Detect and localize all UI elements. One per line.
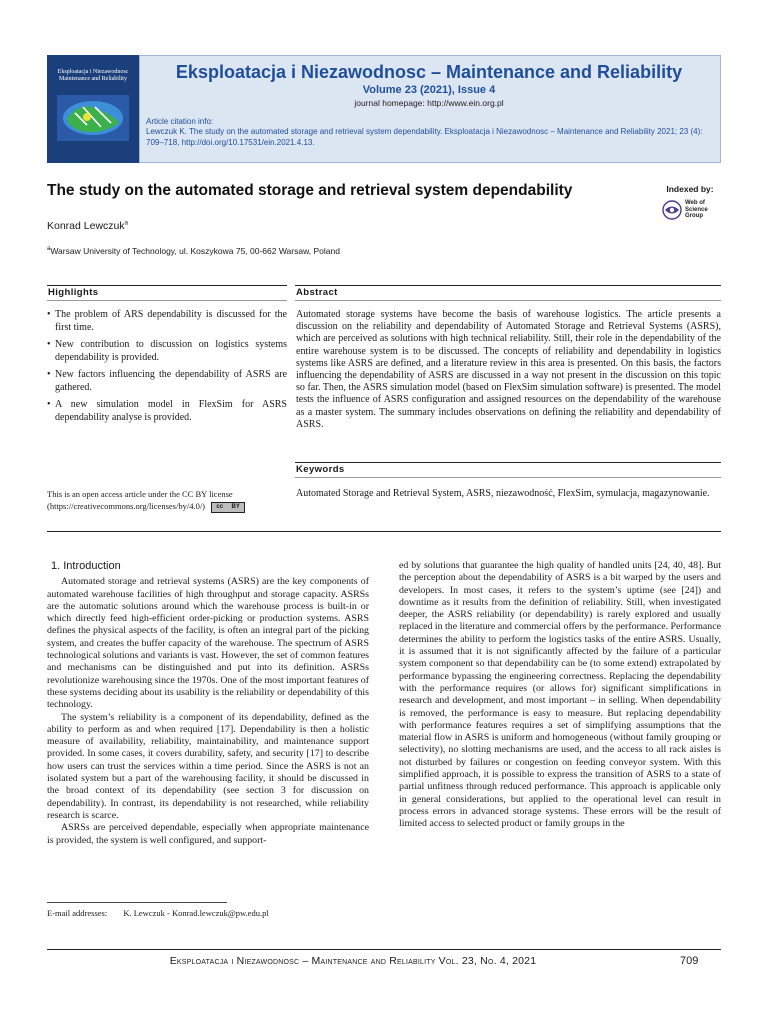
keywords-text: Automated Storage and Retrieval System, ASRS, niezawodność, FlexSim, symulacja, magazynowanie. bbox=[296, 488, 710, 499]
affiliation: $^a$Warsaw University of Technology, ul. Koszykowa 75, 00-662 Warsaw, Poland bbox=[47, 246, 340, 256]
body-paragraph: ASRSs are perceived dependable, especially when appropriate maintenance is provided, the system is well configured, and support- bbox=[47, 822, 369, 846]
footnote bbox=[47, 908, 269, 918]
citation-label: Article citation info: bbox=[146, 117, 214, 126]
list-item: • New factors influencing the dependability of ASRS are gathered. bbox=[47, 369, 287, 394]
body-paragraph: The system’s reliability is a component of its dependability, defined as the ability to perform as and when required [17]. Dependability is then a holistic measure of availability, reliability, maintainability, and maintenance support provided. In some cases, it covers durability, safety, and security [17] to describe how users can trust the services within a time period. Since the ASRS is not an isolated system but a part of the warehousing facility, it should be discussed in the broad context of its dependability (see section 3 for discussion on dependability). In contrast, its dependability is not researched, while reliability research is scarce. bbox=[47, 711, 369, 821]
keywords-heading: Keywords bbox=[295, 462, 721, 478]
body-column-right bbox=[399, 560, 721, 831]
footer-divider bbox=[47, 949, 721, 950]
cc-by-badge[interactable]: cc BY bbox=[211, 502, 245, 513]
cover-art bbox=[57, 95, 129, 141]
list-item: • A new simulation model in FlexSim for ASRS dependability analyse is provided. bbox=[47, 399, 287, 424]
email-address[interactable]: K. Lewczuk - Konrad.lewczuk@pw.edu.pl bbox=[123, 908, 269, 918]
email-label: E-mail addresses: bbox=[47, 908, 108, 918]
indexed-by-label: Indexed by: bbox=[666, 184, 714, 194]
body-paragraph: Automated storage and retrieval systems (ASRS) are the key components of automated warehouse facilities of high throughput and storage capacity. ASRSs are the automatic solutions around which the warehouse process is built-in or which directly feed high-efficient order-picking or production systems. ASRS defines the physical aspects of the facility, is often an integral part of the picking system, and creates the buffer capacity of the warehouse. The spectrum of ASRS technological solutions and variants is vast. However, the set of common features and mechanisms can be distinguished and put into its definition. ASRSs revolutionize warehousing since the 1970s. One of the most important features of these systems deciding about its usability is the reliability or dependability of this technology. bbox=[47, 576, 369, 711]
globe-icon bbox=[662, 200, 682, 220]
license-notice bbox=[47, 488, 289, 513]
journal-title: Eksploatacja i Niezawodnosc – Maintenance and Reliability bbox=[175, 62, 683, 82]
journal-info-box bbox=[139, 55, 721, 163]
highlights-list bbox=[47, 309, 287, 429]
journal-header bbox=[47, 55, 721, 163]
section-heading-introduction: 1. Introduction bbox=[51, 560, 121, 572]
running-footer: Eksploatacja i Niezawodnosc – Maintenance and Reliability Vol. 23, No. 4, 2021 bbox=[169, 955, 537, 967]
journal-homepage[interactable]: journal homepage: http://www.ein.org.pl bbox=[354, 98, 504, 108]
footnote-divider bbox=[47, 902, 227, 903]
citation-text: Lewczuk K. The study on the automated storage and retrieval system dependability. Eksploatacja i Niezawodnosc – Maintenance and Reliability 2021; 23 (4): 709–718, http://doi.org/10.17531/ein.2021.4.13. bbox=[146, 127, 703, 147]
wos-text: Web of Science Group bbox=[685, 200, 708, 220]
journal-volume: Volume 23 (2021), Issue 4 bbox=[362, 84, 496, 96]
highlights-heading: Highlights bbox=[47, 285, 287, 301]
cover-title: Eksploatacja i Niezawodnosc Maintenance and Reliability bbox=[57, 69, 129, 82]
divider bbox=[47, 531, 721, 532]
journal-cover bbox=[47, 55, 139, 163]
license-text[interactable]: This is an open access article under the CC BY license (https://creativecommons.org/licenses/by/4.0/) bbox=[47, 489, 233, 511]
paper-title: The study on the automated storage and retrieval system dependability bbox=[47, 182, 573, 199]
page-number: 709 bbox=[680, 955, 699, 967]
body-column-left bbox=[47, 560, 369, 847]
author: Konrad Lewczuk$^a$ bbox=[47, 220, 128, 232]
list-item: • The problem of ARS dependability is discussed for the first time. bbox=[47, 309, 287, 334]
web-of-science-logo bbox=[662, 200, 708, 220]
abstract-text: Automated storage systems have become the basis of warehouse logistics. The article presents a discussion on the reliability and dependability of Automated Storage and Retrieval Systems (ASRS), which are perceived as solutions with high technical reliability. Still, their role in the dependability of the entire warehouse system is to be discussed. The concepts of reliability and dependability in logistics systems like ASRS are defined, and a literature review in this area is presented. On this basis, the factors influencing the dependability of ASRS are discussed in a way not present in the discussion on this topic so far. Then, the ASRS simulation model (based on FlexSim simulation software) is presented. The model tests the influence of ASRS configuration and assigned resources on the dependability of the warehouse as a master system. The summary includes observations on defining the reliability and dependability of ASRS. bbox=[296, 309, 721, 430]
abstract-heading: Abstract bbox=[295, 285, 721, 301]
list-item: • New contribution to discussion on logistics systems dependability is provided. bbox=[47, 339, 287, 364]
body-paragraph: ed by solutions that guarantee the high quality of handled units [24, 40, 48]. But the perception about the dependability of ASRS is a bit warped by the users and developers. In most cases, it refers to the system’s uptime (see [24]) and downtime as it results from the definition of reliability. Still, when investigated deeper, the ASRS reliability (or dependability) is rarely explored and usually replaced in the literature and commercial offers by the performance. Performance determines the ability to perform the logistics tasks of the entire ASRS. Usually, it is assumed that it is not significantly affected by the failure of a particular system component so that dependability can be (to some extend) extrapolated by performance bypassing the engineering correctness. Replacing the dependability with the performance requires (or allows for) significant simplifications in research and development, and most important – in selling. When dependability is removed, the performance is easy to measure. But replacing dependability with performance features requires a set of simplifying assumptions that the material flow in ASRS is uniform and homogeneous (without family grouping or selectivity), no slotting mechanisms are used, and the access to all rack aisles is not disturbed by failures or congestion on feeding conveyor system. With this simplified approach, it is possible to express the transition of ASRS to a state of partial unfitness through reduced performance. This approach is applicable only in general considerations, but applied to the operational level can result in process errors in advanced storage systems. These errors will be the result of limited access to selected product or family groups in the bbox=[399, 560, 721, 830]
